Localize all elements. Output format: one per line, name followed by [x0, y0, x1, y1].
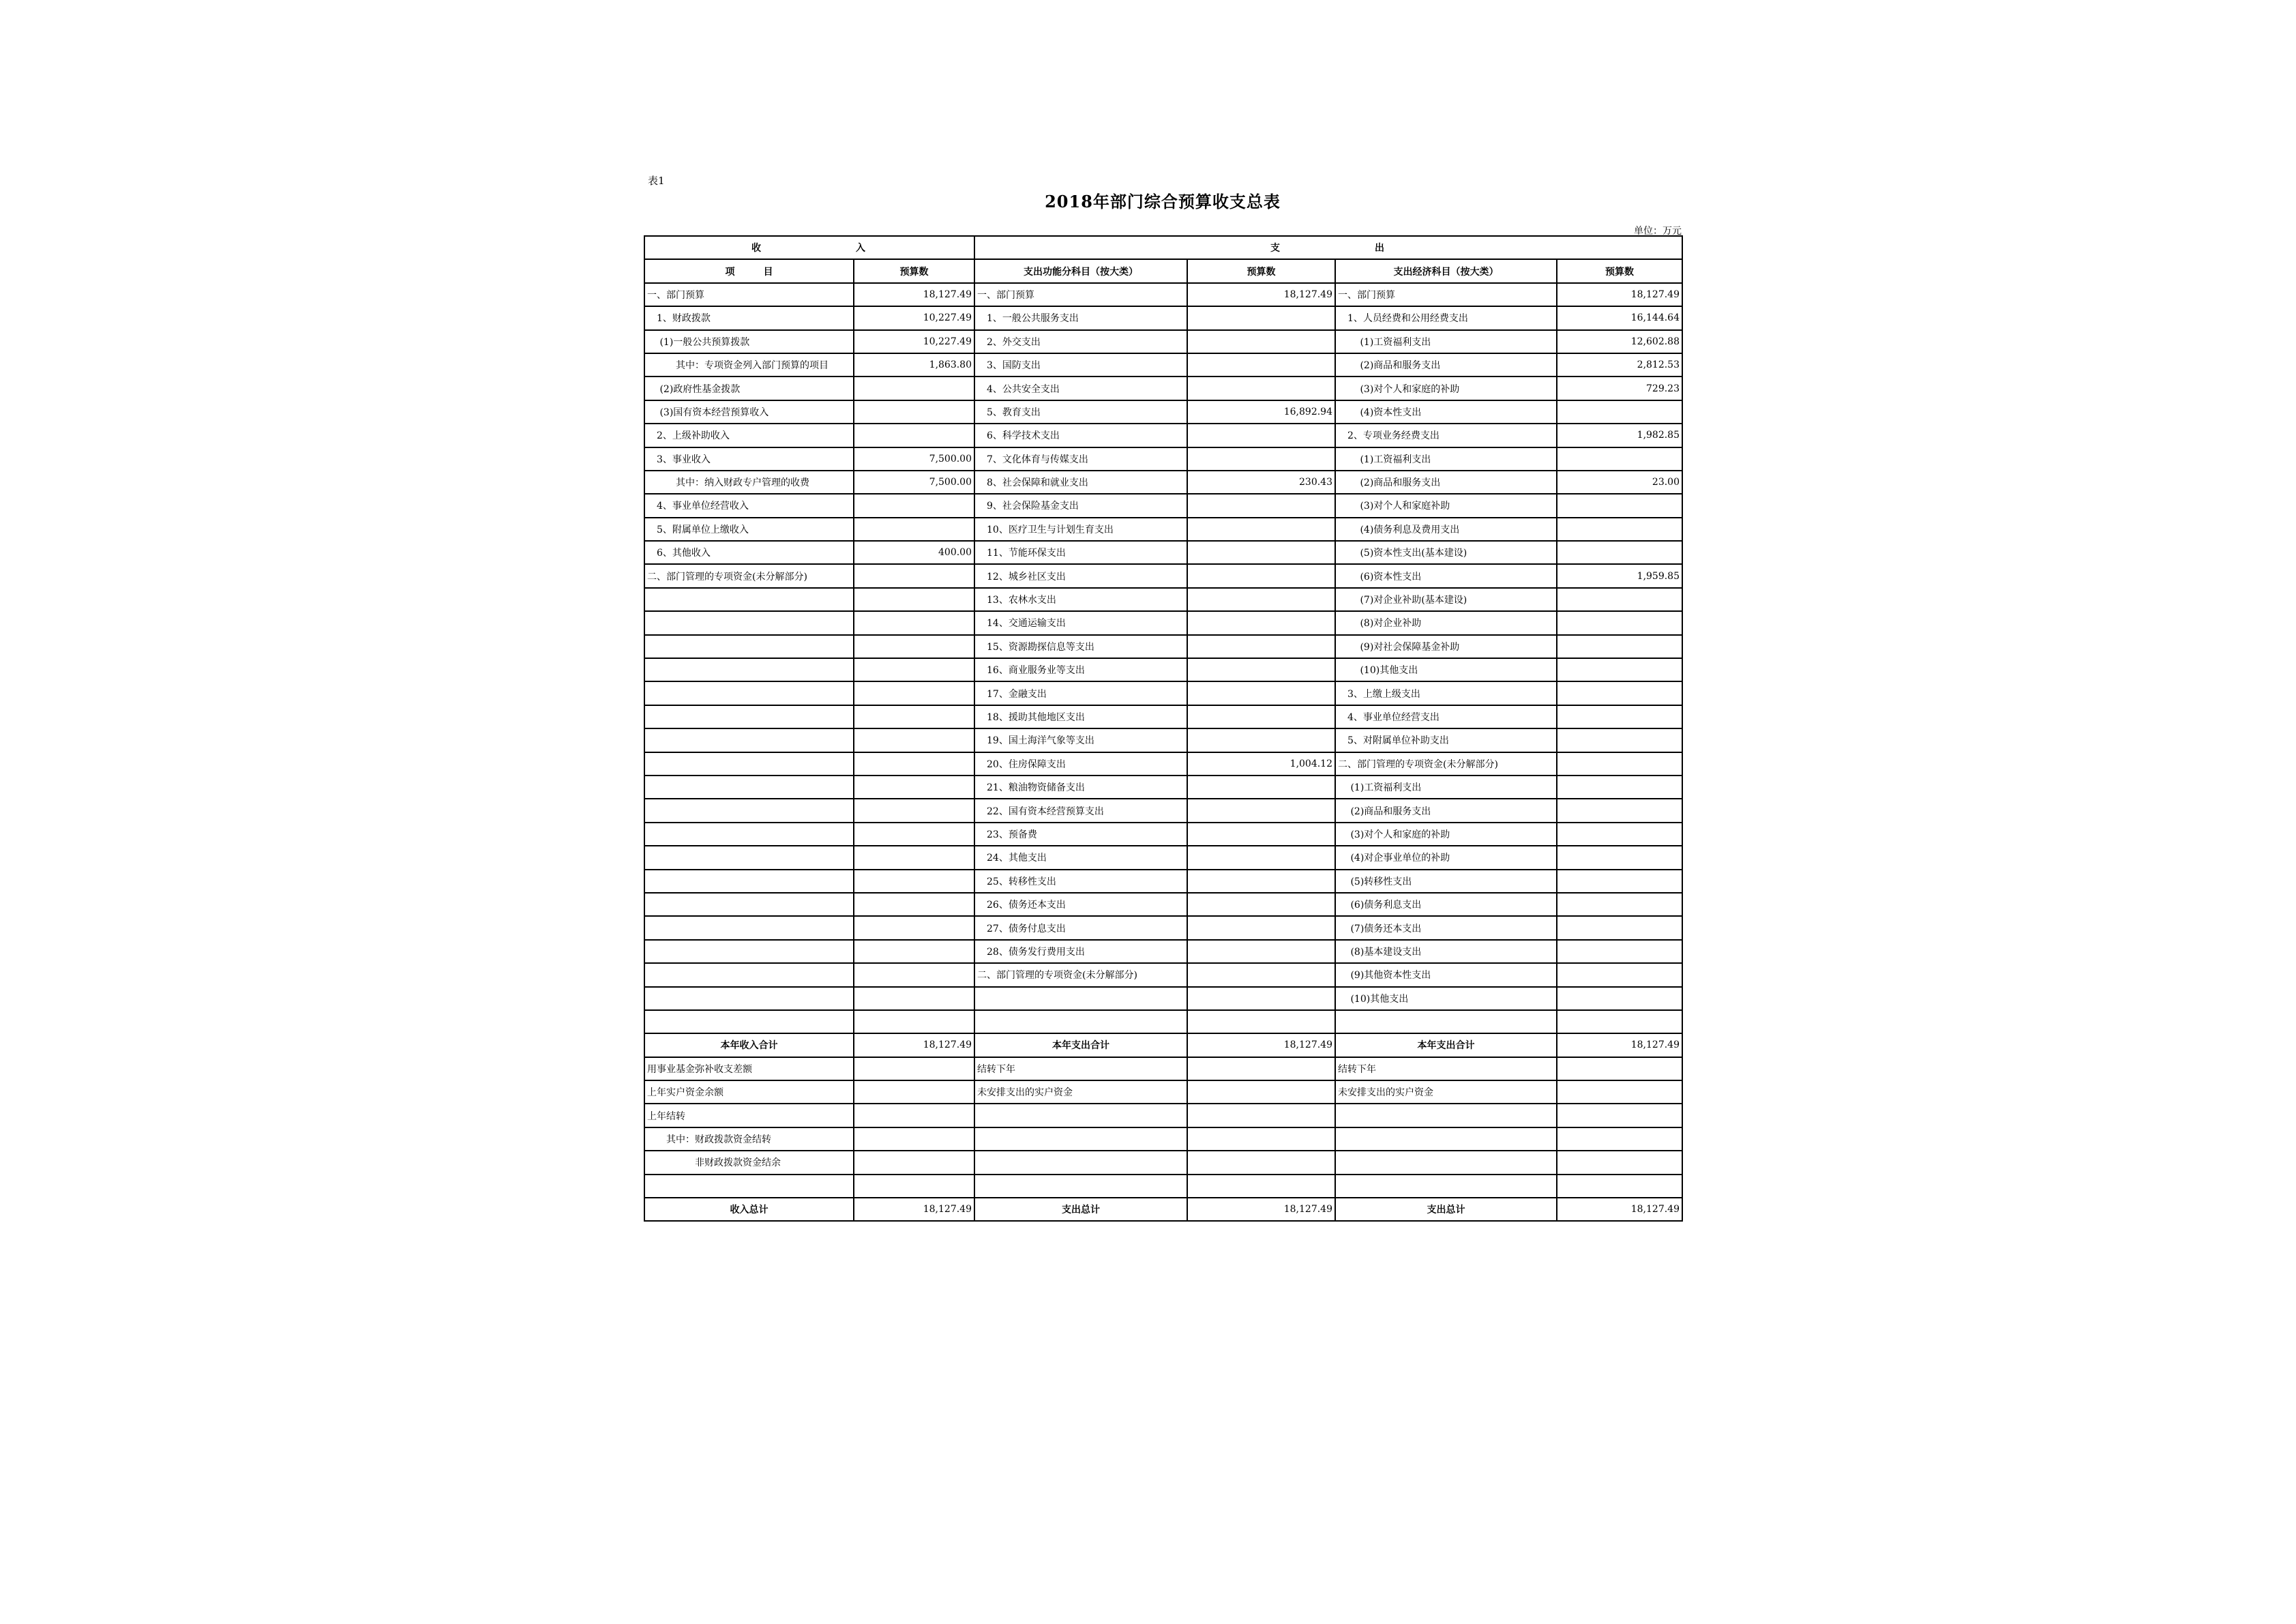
econ-item-cell: (2)商品和服务支出 [1335, 353, 1557, 377]
table-row [644, 1010, 1682, 1033]
func-item-cell: 22、国有资本经营预算支出 [974, 799, 1187, 822]
income-budget-cell [854, 705, 974, 728]
econ-item-cell: (2)商品和服务支出 [1335, 471, 1557, 494]
table-row [644, 377, 1682, 400]
func-item-cell: 10、医疗卫生与计划生育支出 [974, 518, 1187, 541]
income-item-cell [644, 705, 854, 728]
income-item-cell [644, 776, 854, 799]
func-item-cell [974, 1010, 1187, 1033]
func-budget-cell [1187, 1151, 1335, 1174]
econ-item-cell: 一、部门预算 [1335, 283, 1557, 306]
income-budget-cell [854, 870, 974, 893]
income-budget-cell: 10,227.49 [854, 306, 974, 329]
econ-budget-cell [1557, 635, 1682, 658]
econ-budget-cell: 1,982.85 [1557, 424, 1682, 447]
econ-item-cell: (3)对个人和家庭的补助 [1335, 823, 1557, 846]
func-item-cell: 27、债务付息支出 [974, 916, 1187, 939]
table-row [644, 611, 1682, 634]
econ-budget-cell [1557, 963, 1682, 986]
table-row [644, 870, 1682, 893]
func-item-cell: 11、节能环保支出 [974, 541, 1187, 564]
func-budget-cell: 18,127.49 [1187, 1033, 1335, 1057]
table-row [644, 588, 1682, 611]
econ-budget-cell [1557, 1057, 1682, 1080]
func-item-cell [974, 1151, 1187, 1174]
income-budget-cell [854, 635, 974, 658]
func-budget-cell [1187, 1010, 1335, 1033]
func-item-cell: 13、农林水支出 [974, 588, 1187, 611]
income-item-cell: 其中：财政拨款资金结转 [644, 1127, 854, 1151]
func-item-cell: 21、粮油物资储备支出 [974, 776, 1187, 799]
func-item-cell: 14、交通运输支出 [974, 611, 1187, 634]
income-item-cell: 2、上级补助收入 [644, 424, 854, 447]
table-row [644, 916, 1682, 939]
econ-budget-cell [1557, 893, 1682, 916]
table-row [644, 564, 1682, 587]
econ-budget-cell [1557, 728, 1682, 752]
income-item-cell: 非财政拨款资金结余 [644, 1151, 854, 1174]
income-budget-cell [854, 1010, 974, 1033]
table-row [644, 400, 1682, 424]
econ-budget-cell [1557, 916, 1682, 939]
func-budget-cell [1187, 518, 1335, 541]
econ-budget-cell: 12,602.88 [1557, 330, 1682, 353]
table-row [644, 1080, 1682, 1104]
func-item-cell: 12、城乡社区支出 [974, 564, 1187, 587]
income-budget-cell [854, 752, 974, 776]
econ-item-cell: (10)其他支出 [1335, 987, 1557, 1010]
table-row [644, 799, 1682, 822]
income-item-cell [644, 870, 854, 893]
income-budget-cell: 18,127.49 [854, 1033, 974, 1057]
page-title: 2018年部门综合预算收支总表 [1045, 192, 1281, 211]
func-budget-cell: 1,004.12 [1187, 752, 1335, 776]
income-budget-cell [854, 1175, 974, 1198]
econ-item-cell [1335, 1175, 1557, 1198]
income-item-cell [644, 681, 854, 705]
econ-item-cell: (1)工资福利支出 [1335, 330, 1557, 353]
econ-item-cell: 未安排支出的实户资金 [1335, 1080, 1557, 1104]
econ-item-cell: (5)转移性支出 [1335, 870, 1557, 893]
table-row [644, 330, 1682, 353]
econ-item-cell: 4、事业单位经营支出 [1335, 705, 1557, 728]
func-budget-cell [1187, 353, 1335, 377]
income-budget-cell [854, 776, 974, 799]
income-budget-cell: 400.00 [854, 541, 974, 564]
income-budget-cell [854, 823, 974, 846]
column-header-row [644, 259, 1682, 282]
income-budget-cell [854, 424, 974, 447]
income-item-cell [644, 799, 854, 822]
table-row [644, 728, 1682, 752]
econ-budget-cell: 729.23 [1557, 377, 1682, 400]
col-header-budget: 预算数 [1187, 259, 1335, 282]
func-budget-cell [1187, 916, 1335, 939]
func-budget-cell: 16,892.94 [1187, 400, 1335, 424]
econ-budget-cell [1557, 987, 1682, 1010]
econ-item-cell [1335, 1104, 1557, 1127]
table-row [644, 447, 1682, 471]
func-item-cell: 26、债务还本支出 [974, 893, 1187, 916]
econ-item-cell: 3、上缴上级支出 [1335, 681, 1557, 705]
func-budget-cell [1187, 635, 1335, 658]
econ-budget-cell [1557, 705, 1682, 728]
table-row [644, 424, 1682, 447]
income-budget-cell [854, 681, 974, 705]
income-budget-cell [854, 846, 974, 869]
func-item-cell: 2、外交支出 [974, 330, 1187, 353]
income-item-cell [644, 893, 854, 916]
income-item-cell [644, 728, 854, 752]
income-budget-cell [854, 494, 974, 517]
income-budget-cell [854, 518, 974, 541]
col-header-econ: 支出经济科目（按大类） [1335, 259, 1557, 282]
total-row [644, 1198, 1682, 1221]
income-item-cell [644, 611, 854, 634]
income-budget-cell [854, 940, 974, 963]
table-row [644, 823, 1682, 846]
econ-budget-cell [1557, 541, 1682, 564]
econ-budget-cell [1557, 870, 1682, 893]
econ-budget-cell [1557, 681, 1682, 705]
econ-item-cell [1335, 1010, 1557, 1033]
income-budget-cell [854, 1151, 974, 1174]
func-budget-cell [1187, 681, 1335, 705]
econ-item-cell: (6)资本性支出 [1335, 564, 1557, 587]
func-item-cell: 15、资源勘探信息等支出 [974, 635, 1187, 658]
func-item-cell: 20、住房保障支出 [974, 752, 1187, 776]
income-budget-cell: 1,863.80 [854, 353, 974, 377]
func-budget-cell [1187, 330, 1335, 353]
econ-item-cell [1335, 1127, 1557, 1151]
econ-budget-cell: 1,959.85 [1557, 564, 1682, 587]
income-item-cell [644, 588, 854, 611]
table-row [644, 705, 1682, 728]
func-item-cell: 本年支出合计 [974, 1033, 1187, 1057]
econ-budget-cell [1557, 1080, 1682, 1104]
income-budget-cell: 7,500.00 [854, 471, 974, 494]
income-item-cell [644, 1010, 854, 1033]
func-budget-cell [1187, 799, 1335, 822]
func-item-cell [974, 1175, 1187, 1198]
table-row [644, 1151, 1682, 1174]
income-item-cell: 二、部门管理的专项资金(未分解部分) [644, 564, 854, 587]
income-item-cell: 3、事业收入 [644, 447, 854, 471]
income-budget-cell: 7,500.00 [854, 447, 974, 471]
func-budget-cell [1187, 564, 1335, 587]
econ-item-cell: (8)对企业补助 [1335, 611, 1557, 634]
econ-budget-cell [1557, 799, 1682, 822]
func-item-cell: 7、文化体育与传媒支出 [974, 447, 1187, 471]
func-budget-cell: 18,127.49 [1187, 283, 1335, 306]
func-item-cell: 16、商业服务业等支出 [974, 658, 1187, 681]
table-row [644, 1127, 1682, 1151]
func-budget-cell [1187, 494, 1335, 517]
econ-budget-cell: 23.00 [1557, 471, 1682, 494]
econ-budget-cell [1557, 400, 1682, 424]
func-budget-cell [1187, 377, 1335, 400]
func-item-cell: 支出总计 [974, 1198, 1187, 1221]
econ-item-cell: (6)债务利息支出 [1335, 893, 1557, 916]
income-item-cell: 本年收入合计 [644, 1033, 854, 1057]
income-budget-cell [854, 1057, 974, 1080]
income-budget-cell [854, 658, 974, 681]
income-budget-cell [854, 987, 974, 1010]
econ-item-cell: (1)工资福利支出 [1335, 447, 1557, 471]
income-item-cell: 5、附属单位上缴收入 [644, 518, 854, 541]
func-budget-cell [1187, 1127, 1335, 1151]
econ-item-cell: 5、对附属单位补助支出 [1335, 728, 1557, 752]
income-item-cell [644, 823, 854, 846]
table-row [644, 353, 1682, 377]
income-budget-cell [854, 1080, 974, 1104]
econ-item-cell [1335, 1151, 1557, 1174]
income-budget-cell [854, 916, 974, 939]
econ-item-cell: 结转下年 [1335, 1057, 1557, 1080]
table-row [644, 681, 1682, 705]
income-budget-cell: 10,227.49 [854, 330, 974, 353]
func-budget-cell [1187, 987, 1335, 1010]
econ-budget-cell [1557, 846, 1682, 869]
func-budget-cell [1187, 541, 1335, 564]
income-budget-cell: 18,127.49 [854, 1198, 974, 1221]
econ-item-cell: (4)债务利息及费用支出 [1335, 518, 1557, 541]
income-item-cell: (1)一般公共预算拨款 [644, 330, 854, 353]
func-item-cell: 一、部门预算 [974, 283, 1187, 306]
table-row [644, 471, 1682, 494]
econ-budget-cell [1557, 1104, 1682, 1127]
econ-item-cell: 本年支出合计 [1335, 1033, 1557, 1057]
income-item-cell [644, 846, 854, 869]
table-row [644, 518, 1682, 541]
table-row [644, 494, 1682, 517]
econ-budget-cell [1557, 940, 1682, 963]
income-item-cell [644, 963, 854, 986]
table-row [644, 752, 1682, 776]
func-item-cell [974, 1127, 1187, 1151]
income-item-cell: 一、部门预算 [644, 283, 854, 306]
income-item-cell: 用事业基金弥补收支差额 [644, 1057, 854, 1080]
income-item-cell [644, 752, 854, 776]
income-budget-cell [854, 728, 974, 752]
income-budget-cell [854, 799, 974, 822]
func-budget-cell [1187, 658, 1335, 681]
econ-item-cell: 2、专项业务经费支出 [1335, 424, 1557, 447]
econ-budget-cell: 16,144.64 [1557, 306, 1682, 329]
table-row [644, 940, 1682, 963]
table-row [644, 987, 1682, 1010]
income-budget-cell [854, 1127, 974, 1151]
col-header-func: 支出功能分科目（按大类） [974, 259, 1187, 282]
func-item-cell [974, 1104, 1187, 1127]
econ-item-cell: 二、部门管理的专项资金(未分解部分) [1335, 752, 1557, 776]
func-item-cell: 5、教育支出 [974, 400, 1187, 424]
func-item-cell: 23、预备费 [974, 823, 1187, 846]
income-budget-cell [854, 893, 974, 916]
econ-item-cell: (4)对企事业单位的补助 [1335, 846, 1557, 869]
econ-item-cell: (7)债务还本支出 [1335, 916, 1557, 939]
func-item-cell: 4、公共安全支出 [974, 377, 1187, 400]
func-item-cell: 28、债务发行费用支出 [974, 940, 1187, 963]
func-budget-cell [1187, 611, 1335, 634]
col-header-budget: 预算数 [854, 259, 974, 282]
func-budget-cell [1187, 705, 1335, 728]
income-item-cell [644, 987, 854, 1010]
income-item-cell: 其中：专项资金列入部门预算的项目 [644, 353, 854, 377]
econ-budget-cell [1557, 588, 1682, 611]
econ-budget-cell [1557, 1127, 1682, 1151]
func-budget-cell [1187, 588, 1335, 611]
table-row [644, 541, 1682, 564]
table-row [644, 776, 1682, 799]
econ-budget-cell [1557, 1175, 1682, 1198]
econ-item-cell: (2)商品和服务支出 [1335, 799, 1557, 822]
econ-item-cell: (1)工资福利支出 [1335, 776, 1557, 799]
table-row [644, 846, 1682, 869]
col-header-item: 项 目 [644, 259, 854, 282]
econ-budget-cell [1557, 776, 1682, 799]
func-budget-cell [1187, 1057, 1335, 1080]
func-budget-cell [1187, 963, 1335, 986]
income-item-cell [644, 1175, 854, 1198]
section-header-row [644, 236, 1682, 259]
econ-item-cell: 支出总计 [1335, 1198, 1557, 1221]
econ-budget-cell [1557, 518, 1682, 541]
income-budget-cell [854, 1104, 974, 1127]
income-budget-cell [854, 400, 974, 424]
income-item-cell [644, 916, 854, 939]
func-item-cell: 18、援助其他地区支出 [974, 705, 1187, 728]
income-item-cell: (3)国有资本经营预算收入 [644, 400, 854, 424]
table-row [644, 306, 1682, 329]
income-budget-cell [854, 611, 974, 634]
income-item-cell: 上年实户资金余额 [644, 1080, 854, 1104]
econ-budget-cell [1557, 447, 1682, 471]
total-row [644, 1033, 1682, 1057]
econ-budget-cell [1557, 611, 1682, 634]
econ-item-cell: (9)其他资本性支出 [1335, 963, 1557, 986]
econ-budget-cell: 18,127.49 [1557, 283, 1682, 306]
income-budget-cell [854, 588, 974, 611]
table-row [644, 893, 1682, 916]
income-budget-cell: 18,127.49 [854, 283, 974, 306]
table-row [644, 1175, 1682, 1198]
func-budget-cell [1187, 823, 1335, 846]
func-budget-cell [1187, 846, 1335, 869]
func-item-cell: 结转下年 [974, 1057, 1187, 1080]
econ-item-cell: 1、人员经费和公用经费支出 [1335, 306, 1557, 329]
income-item-cell: 6、其他收入 [644, 541, 854, 564]
econ-item-cell: (9)对社会保障基金补助 [1335, 635, 1557, 658]
econ-budget-cell [1557, 752, 1682, 776]
econ-item-cell: (8)基本建设支出 [1335, 940, 1557, 963]
income-item-cell [644, 635, 854, 658]
econ-item-cell: (3)对个人和家庭的补助 [1335, 377, 1557, 400]
table-row [644, 658, 1682, 681]
func-budget-cell [1187, 1175, 1335, 1198]
income-budget-cell [854, 963, 974, 986]
table-row [644, 1104, 1682, 1127]
func-item-cell: 9、社会保险基金支出 [974, 494, 1187, 517]
func-item-cell: 8、社会保障和就业支出 [974, 471, 1187, 494]
unit-label: 单位：万元 [1634, 226, 1682, 237]
func-budget-cell [1187, 870, 1335, 893]
econ-budget-cell [1557, 1151, 1682, 1174]
income-item-cell: 上年结转 [644, 1104, 854, 1127]
income-item-cell: 1、财政拨款 [644, 306, 854, 329]
table-tag: 表1 [648, 175, 665, 187]
income-item-cell: 4、事业单位经营收入 [644, 494, 854, 517]
func-budget-cell [1187, 424, 1335, 447]
econ-budget-cell [1557, 494, 1682, 517]
econ-budget-cell: 18,127.49 [1557, 1198, 1682, 1221]
econ-item-cell: (10)其他支出 [1335, 658, 1557, 681]
income-item-cell: 收入总计 [644, 1198, 854, 1221]
income-item-cell [644, 658, 854, 681]
econ-item-cell: (5)资本性支出(基本建设) [1335, 541, 1557, 564]
func-budget-cell [1187, 776, 1335, 799]
table-row [644, 283, 1682, 306]
func-item-cell: 1、一般公共服务支出 [974, 306, 1187, 329]
func-budget-cell [1187, 893, 1335, 916]
income-budget-cell [854, 377, 974, 400]
econ-budget-cell [1557, 1010, 1682, 1033]
econ-budget-cell: 2,812.53 [1557, 353, 1682, 377]
income-budget-cell [854, 564, 974, 587]
table-row [644, 635, 1682, 658]
func-item-cell: 未安排支出的实户资金 [974, 1080, 1187, 1104]
func-budget-cell: 230.43 [1187, 471, 1335, 494]
func-item-cell: 17、金融支出 [974, 681, 1187, 705]
func-budget-cell [1187, 1104, 1335, 1127]
func-budget-cell [1187, 306, 1335, 329]
func-item-cell: 19、国土海洋气象等支出 [974, 728, 1187, 752]
func-budget-cell [1187, 447, 1335, 471]
expense-header: 支 出 [974, 236, 1682, 259]
income-header: 收 入 [644, 236, 974, 259]
func-budget-cell [1187, 728, 1335, 752]
table-row [644, 963, 1682, 986]
income-item-cell [644, 940, 854, 963]
econ-item-cell: (7)对企业补助(基本建设) [1335, 588, 1557, 611]
econ-item-cell: (4)资本性支出 [1335, 400, 1557, 424]
func-item-cell: 3、国防支出 [974, 353, 1187, 377]
budget-table [644, 235, 1683, 1222]
func-item-cell [974, 987, 1187, 1010]
table-row [644, 1057, 1682, 1080]
func-item-cell: 二、部门管理的专项资金(未分解部分) [974, 963, 1187, 986]
income-item-cell: 其中：纳入财政专户管理的收费 [644, 471, 854, 494]
func-item-cell: 25、转移性支出 [974, 870, 1187, 893]
func-budget-cell: 18,127.49 [1187, 1198, 1335, 1221]
econ-budget-cell [1557, 823, 1682, 846]
econ-item-cell: (3)对个人和家庭补助 [1335, 494, 1557, 517]
income-item-cell: (2)政府性基金拨款 [644, 377, 854, 400]
econ-budget-cell: 18,127.49 [1557, 1033, 1682, 1057]
func-budget-cell [1187, 940, 1335, 963]
econ-budget-cell [1557, 658, 1682, 681]
func-budget-cell [1187, 1080, 1335, 1104]
col-header-budget: 预算数 [1557, 259, 1682, 282]
func-item-cell: 24、其他支出 [974, 846, 1187, 869]
func-item-cell: 6、科学技术支出 [974, 424, 1187, 447]
